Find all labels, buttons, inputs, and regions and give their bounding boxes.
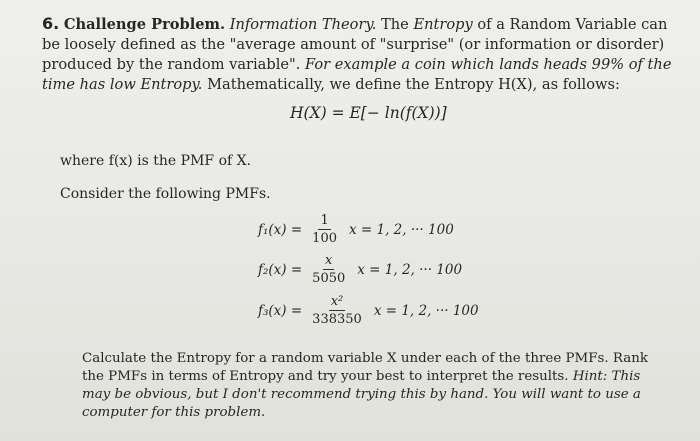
pmf-numerator: x² (330, 294, 344, 309)
pmf-numerator: 1 (320, 213, 329, 228)
pmf-numerator: x (325, 253, 333, 268)
hint-text: Hint: This may be obvious, but I don't recommend trying this by hand. You will want to use a computer for this problem. (82, 369, 641, 420)
problem-heading: Challenge Problem. (63, 16, 226, 33)
calculate-text: Calculate the Entropy for a random variable X under each of the three PMFs. Rank the PMFs in terms of Entropy and try your best to interpret the results. (82, 351, 649, 384)
pmf-lhs: f₂(x) = (258, 261, 303, 278)
pmf-range: x = 1, 2, ··· 100 (349, 221, 454, 238)
pmf-denominator: 5050 (312, 271, 346, 286)
problem-number: 6. (42, 14, 60, 33)
pmf-lhs: f₃(x) = (258, 302, 303, 319)
pmf-fraction (310, 213, 339, 246)
pmf-lhs: f₁(x) = (258, 221, 303, 238)
pmf-denominator: 338350 (312, 312, 362, 327)
consider-text: Consider the following PMFs. (60, 186, 271, 202)
calculate-paragraph (82, 350, 662, 422)
where-text: where f(x) is the PMF of X. (60, 153, 252, 169)
pmf-denominator: 100 (312, 231, 337, 246)
intro-entropy: Entropy (413, 16, 473, 33)
pmf-row (258, 213, 454, 246)
pmf-range: x = 1, 2, ··· 100 (373, 302, 479, 319)
pmf-row (258, 294, 479, 327)
problem-statement (42, 14, 672, 95)
pmf-fraction (310, 253, 347, 286)
problem-topic: Information Theory. (229, 16, 377, 33)
math-sentence: Mathematically, we define the Entropy H(X), as follows: (207, 76, 620, 93)
intro-a: The (381, 16, 409, 33)
pmf-range: x = 1, 2, ··· 100 (357, 261, 463, 278)
example-sentence: For example a coin which lands heads 99% of the time has low Entropy. (42, 56, 672, 93)
pmf-row (258, 253, 462, 286)
intro-b: of a Random Variable can be loosely defined as the "average amount of "surprise" (or information or disorder) produced by the random variable". (42, 16, 668, 73)
pmf-fraction (310, 294, 364, 327)
entropy-formula: H(X) = E[− ln(f(X))] (290, 104, 447, 122)
